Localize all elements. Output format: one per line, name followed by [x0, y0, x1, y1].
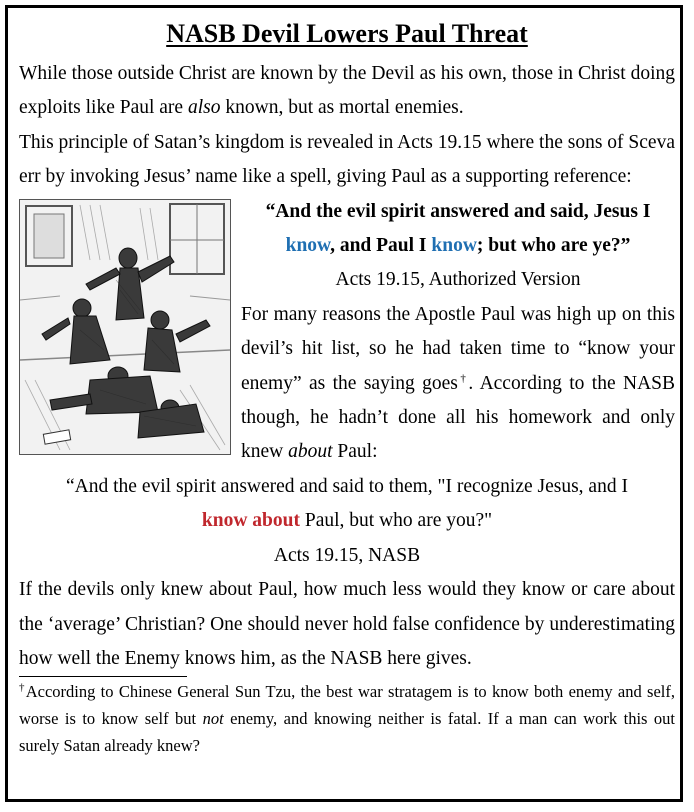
footnote-mark: † — [19, 681, 26, 694]
authorized-version-citation: Acts 19.15, Authorized Version — [335, 269, 581, 291]
keyword-know-about: know about — [201, 510, 300, 532]
document-body — [19, 19, 675, 759]
page-frame — [5, 5, 683, 802]
conclusion-paragraph: If the devils only knew about Paul, how much less would they know or care about the ‘average’ Christian? One should never hold false confidence by underestimating how well the Enemy knows him, as the NASB here gives. — [19, 579, 675, 669]
authorized-version-quote: “And the evil spirit answered and said, Jesus I know, and Paul I know; but who are ye?” — [265, 200, 651, 257]
page-title: NASB Devil Lowers Paul Threat — [166, 19, 528, 48]
figure-section — [19, 195, 675, 470]
nasb-quote: “And the evil spirit answered and said to them, "I recognize Jesus, and I know about Paul, but who are you?" — [66, 475, 628, 532]
nasb-citation: Acts 19.15, NASB — [273, 544, 421, 566]
footnote-reference: † — [457, 372, 469, 385]
keyword-know-2: know — [431, 235, 477, 257]
hit-list-paragraph: For many reasons the Apostle Paul was high up on this devil’s hit list, so he had taken time to “know your enemy” as the saying goes†. According to the NASB though, he hadn’t done all his homework and only knew about Paul: — [241, 303, 676, 463]
principle-paragraph: This principle of Satan’s kingdom is revealed in Acts 19.15 where the sons of Sceva err by invoking Jesus’ name like a spell, giving Paul as a supporting reference: — [19, 131, 675, 188]
footnote-divider — [19, 676, 187, 677]
keyword-know-1: know — [285, 235, 331, 257]
engraving-illustration — [19, 199, 231, 455]
footnote: †According to Chinese General Sun Tzu, the best war stratagem is to know both enemy and self, worse is to know self but not enemy, and knowing neither is fatal. If a man can work this out surely Satan already knew? — [19, 678, 675, 759]
intro-paragraph: While those outside Christ are known by the Devil as his own, those in Christ doing exploits like Paul are also known, but as mortal enemies. — [19, 63, 675, 119]
